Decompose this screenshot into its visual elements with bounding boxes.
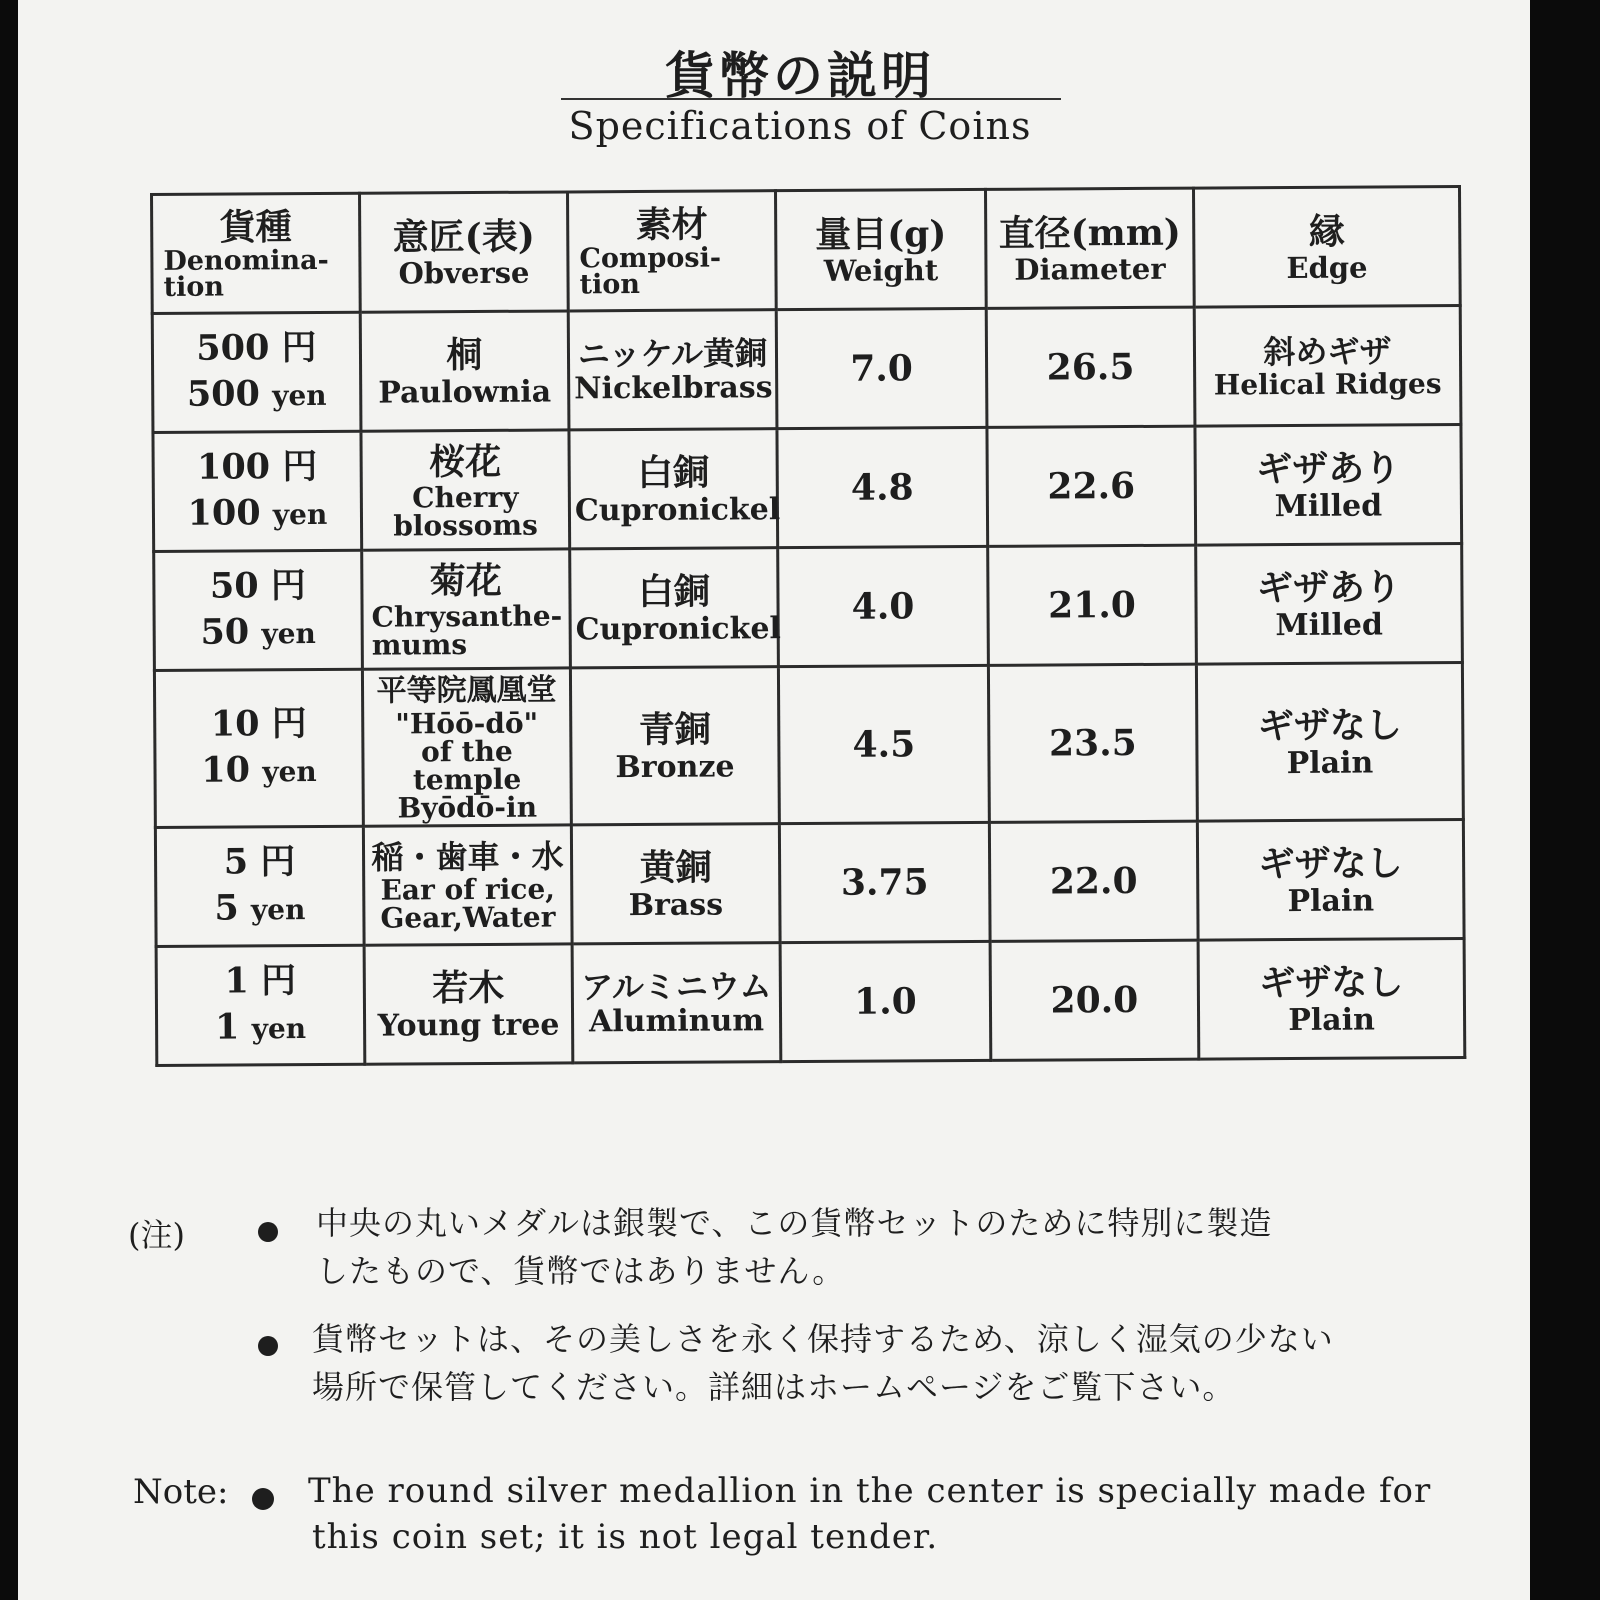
header-denomination-en: Denomina- tion	[163, 244, 329, 303]
header-composition-en: Composi- tion	[579, 242, 722, 301]
cell-weight: 4.5	[778, 665, 989, 823]
denomination-number: 50	[209, 565, 259, 607]
bullet-icon	[252, 1488, 274, 1510]
cell-diameter: 26.5	[986, 307, 1195, 427]
denomination-unit-jp: 円	[281, 326, 317, 369]
page-title-jp: 貨幣の説明	[665, 46, 935, 105]
header-edge-jp: 縁	[1308, 210, 1345, 253]
denomination-number: 1	[214, 1006, 240, 1048]
denomination-number: 100	[187, 492, 261, 534]
denomination-number: 500	[186, 373, 261, 415]
cell-diameter: 21.0	[988, 545, 1197, 665]
composition-en: Nickelbrass	[574, 370, 773, 407]
obverse-jp: 桜花	[429, 440, 502, 484]
header-diameter-jp: 直径(mm)	[998, 211, 1182, 255]
edge-en: Plain	[1288, 1002, 1375, 1039]
denomination-number: 1	[224, 960, 250, 1002]
denomination-unit-jp: 円	[260, 841, 296, 883]
composition-jp: 白銅	[637, 451, 710, 495]
header-obverse-en: Obverse	[398, 255, 530, 291]
note-jp-2-line2: 場所で保管してください。詳細はホームページをご覧下さい。	[312, 1368, 1236, 1406]
composition-en: Cupronickel	[575, 611, 782, 648]
note-jp-1-line1: 中央の丸いメダルは銀製で、この貨幣セットのために特別に製造	[316, 1204, 1273, 1242]
denomination-number: 10	[201, 749, 251, 791]
obverse-jp: 菊花	[429, 559, 503, 603]
cell-weight: 3.75	[779, 822, 990, 942]
obverse-en: Ear of rice, Gear,Water	[380, 872, 556, 935]
edge-en: Milled	[1275, 607, 1384, 644]
denomination-number: 500	[196, 327, 270, 369]
obverse-en: Young tree	[377, 1007, 560, 1044]
edge-jp: ギザなし	[1257, 704, 1402, 748]
composition-en: Brass	[628, 887, 724, 924]
note-label-en: Note:	[133, 1472, 229, 1512]
obverse-en: Cherry blossoms	[393, 480, 538, 543]
note-label-jp: (注)	[128, 1216, 185, 1254]
cell-diameter: 23.5	[988, 664, 1197, 822]
header-obverse-jp: 意匠(表)	[392, 215, 535, 259]
denomination-number: 5	[223, 841, 249, 883]
header-weight-en: Weight	[823, 253, 939, 288]
obverse-jp: 平等院鳳凰堂	[376, 672, 557, 709]
header-weight-jp: 量目(g)	[815, 213, 947, 256]
bullet-icon	[258, 1222, 278, 1242]
edge-en: Helical Ridges	[1213, 367, 1442, 402]
bullet-icon	[258, 1336, 278, 1356]
denomination-unit-jp: 円	[270, 565, 306, 607]
note-en-1-line1: The round silver medallion in the center is specially made for	[308, 1471, 1432, 1511]
edge-jp: ギザあり	[1256, 566, 1402, 610]
edge-jp: ギザなし	[1259, 961, 1404, 1005]
composition-jp: 黄銅	[639, 846, 712, 890]
denomination-number: 100	[196, 446, 271, 488]
obverse-jp: 桐	[446, 333, 483, 377]
denomination-unit-jp: 円	[271, 703, 307, 745]
composition-en: Aluminum	[588, 1003, 765, 1040]
cell-diameter: 22.6	[987, 426, 1196, 546]
obverse-jp: 稲・歯車・水	[371, 837, 564, 877]
cell-weight: 7.0	[776, 308, 987, 428]
composition-en: Bronze	[615, 749, 735, 786]
edge-jp: 斜めギザ	[1263, 332, 1392, 372]
cell-diameter: 22.0	[989, 821, 1198, 941]
edge-en: Plain	[1286, 745, 1374, 782]
denomination-unit-en: yen	[272, 497, 328, 532]
denomination-number: 10	[210, 703, 260, 745]
denomination-unit-en: yen	[261, 616, 316, 651]
obverse-jp: 若木	[432, 966, 505, 1010]
obverse-en: "Hōō-dō" of the temple Byōdō-in	[395, 706, 539, 825]
cell-diameter: 20.0	[990, 940, 1199, 1060]
composition-en: Cupronickel	[574, 492, 781, 529]
edge-jp: ギザあり	[1256, 447, 1401, 491]
obverse-en: Paulownia	[378, 374, 552, 411]
denomination-unit-en: yen	[250, 893, 306, 927]
edge-en: Milled	[1274, 488, 1383, 525]
header-composition-jp: 素材	[635, 203, 708, 247]
note-jp-2-line1: 貨幣セットは、その美しさを永く保持するため、涼しく湿気の少ない	[312, 1320, 1334, 1358]
edge-en: Plain	[1287, 883, 1375, 920]
note-jp-1-line2: したもので、貨幣ではありません。	[316, 1252, 846, 1290]
edge-jp: ギザなし	[1258, 842, 1403, 886]
cell-weight: 4.0	[778, 546, 989, 666]
note-en-1-line2: this coin set; it is not legal tender.	[312, 1517, 939, 1557]
denomination-number: 50	[200, 611, 250, 653]
composition-jp: ニッケル黄銅	[577, 334, 768, 374]
denomination-number: 5	[214, 887, 239, 929]
obverse-en: Chrysanthe- mums	[371, 599, 563, 662]
cell-weight: 1.0	[780, 941, 991, 1061]
cell-weight: 4.8	[777, 427, 988, 547]
page-title-en: Specifications of Coins	[568, 104, 1032, 148]
denomination-unit-en: yen	[272, 378, 327, 413]
denomination-unit-jp: 円	[282, 445, 318, 488]
header-edge-en: Edge	[1286, 250, 1368, 286]
denomination-unit-jp: 円	[260, 960, 297, 1002]
denomination-unit-en: yen	[262, 754, 317, 789]
header-denomination-jp: 貨種	[219, 206, 292, 249]
composition-jp: アルミニウム	[581, 967, 772, 1007]
header-diameter-en: Diameter	[1014, 251, 1166, 287]
composition-jp: 白銅	[637, 570, 711, 614]
denomination-unit-en: yen	[251, 1012, 307, 1046]
composition-jp: 青銅	[638, 708, 711, 752]
